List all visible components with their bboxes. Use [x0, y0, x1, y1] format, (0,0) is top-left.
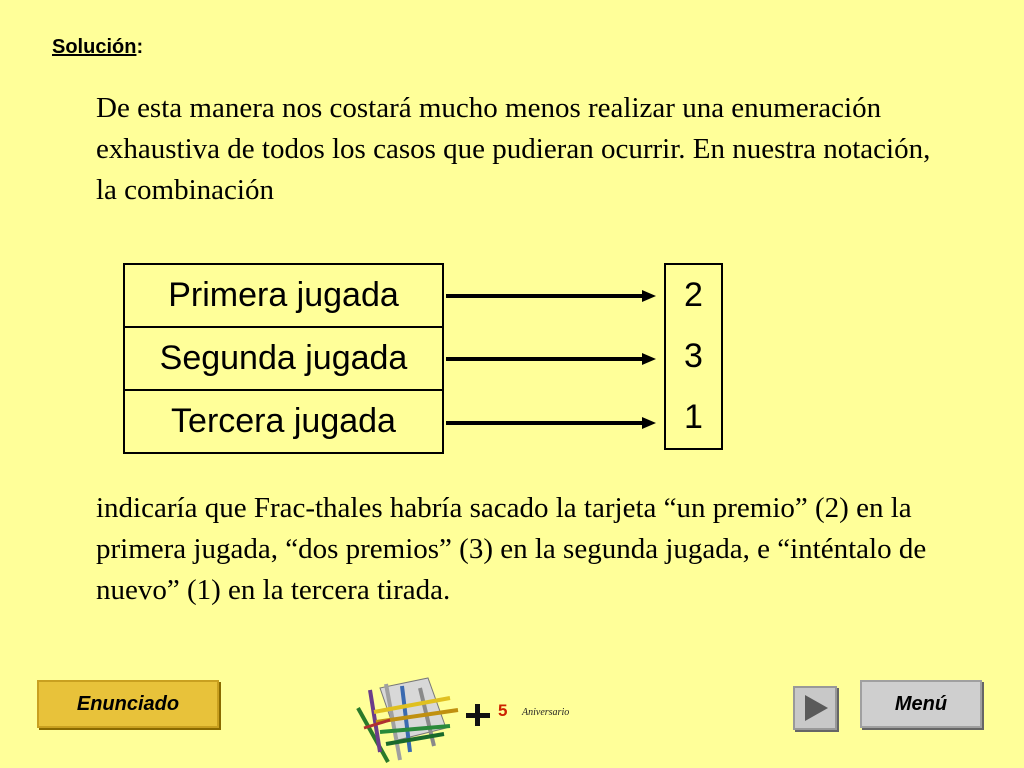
solution-heading: [52, 36, 143, 59]
mapping-arrows: [446, 263, 664, 456]
table-row: [665, 387, 722, 449]
play-value: 3: [684, 337, 703, 375]
table-row: [124, 327, 443, 390]
arrow-icon: [446, 353, 656, 365]
table-row: [665, 264, 722, 326]
solution-heading-label: Solución: [52, 36, 137, 58]
enunciado-button[interactable]: Enunciado: [37, 680, 219, 728]
explanation-paragraph: indicaría que Frac-thales habría sacado la tarjeta “un premio” (2) en la primera jugada, “dos premios” (3) en la segunda jugada, e “inténtalo de nuevo” (1) en la tercera tirada.: [96, 492, 927, 606]
play-label: Primera jugada: [124, 264, 443, 327]
play-label: Segunda jugada: [124, 327, 443, 390]
plays-table: [123, 263, 444, 454]
menu-button[interactable]: Menú: [860, 680, 982, 728]
table-row: [124, 390, 443, 453]
play-label: Tercera jugada: [124, 390, 443, 453]
table-row: [124, 264, 443, 327]
play-value: 2: [684, 276, 703, 314]
table-row: [665, 326, 722, 387]
intro-paragraph: De esta manera nos costará mucho menos realizar una enumeración exhaustiva de todos los casos que pudieran ocurrir. En nuestra notación, la combinación: [96, 92, 931, 206]
arrow-icon: [446, 290, 656, 302]
logo-word: Aniversario: [522, 707, 570, 718]
plus-icon: [466, 704, 490, 726]
next-button[interactable]: [793, 686, 837, 730]
anniversary-logo: [350, 670, 600, 765]
arrow-icon: [446, 417, 656, 429]
logo-graphic-icon: [358, 678, 458, 762]
solution-heading-colon: :: [136, 36, 144, 58]
logo-number: 5: [498, 701, 508, 720]
next-arrow-icon: [795, 688, 835, 728]
play-value: 1: [684, 398, 703, 436]
values-table: [664, 263, 723, 450]
